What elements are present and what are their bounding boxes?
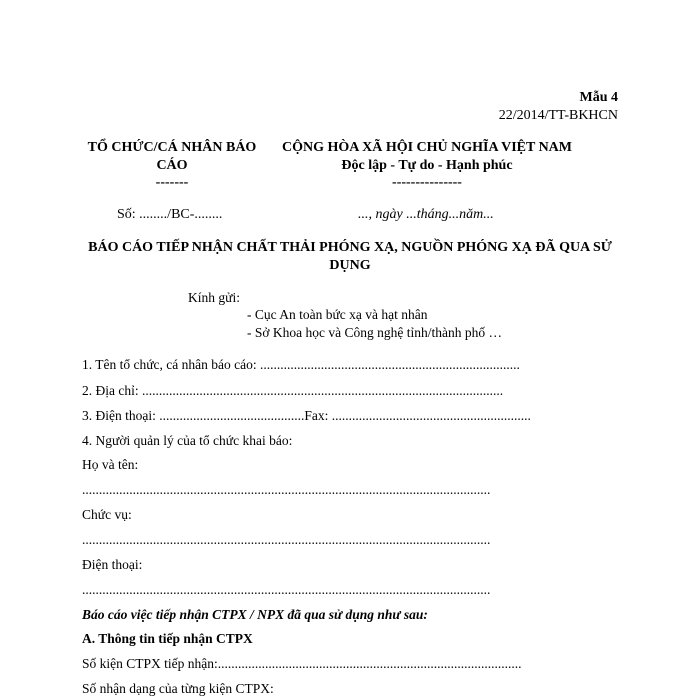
org-name-field: 1. Tên tổ chức, cá nhân báo cáo: .............................................................................	[82, 357, 520, 372]
full-name-dots: .........................................................................................................................	[82, 482, 491, 497]
section-a-heading: A. Thông tin tiếp nhận CTPX	[82, 631, 253, 646]
full-name-label: Họ và tên:	[82, 457, 139, 472]
national-motto: Độc lập - Tự do - Hạnh phúc	[341, 158, 513, 173]
position-dots: .........................................................................................................................	[82, 532, 491, 547]
report-intro: Báo cáo việc tiếp nhận CTPX / NPX đã qua sử dụng như sau:	[82, 607, 428, 622]
circular-reference: 22/2014/TT-BKHCN	[498, 108, 618, 123]
position-label: Chức vụ:	[82, 507, 132, 522]
greeting: Kính gửi:	[188, 290, 240, 305]
form-label: Mẫu 4	[579, 90, 618, 105]
recipient-item: - Cục An toàn bức xạ và hạt nhân	[247, 307, 428, 322]
phone-dots: .........................................................................................................................	[82, 582, 491, 597]
motto-divider: ---------------	[392, 175, 462, 190]
nation-heading: CỘNG HÒA XÃ HỘI CHỦ NGHĨA VIỆT NAM	[281, 140, 572, 155]
document-title-line2: DỤNG	[329, 258, 371, 273]
org-divider: -------	[155, 175, 189, 190]
phone-fax-field: 3. Điện thoại: ...........................................Fax: ...........................................................	[82, 408, 531, 423]
phone-label: Điện thoại:	[82, 557, 143, 572]
address-field: 2. Địa chỉ: ...........................................................................................................	[82, 383, 504, 398]
package-count-field: Số kiện CTPX tiếp nhận:..........................................................................................	[82, 656, 522, 671]
report-date: ..., ngày ...tháng...năm...	[358, 207, 494, 222]
document-title-line1: BÁO CÁO TIẾP NHẬN CHẤT THẢI PHÓNG XẠ, NGUỒN PHÓNG XẠ ĐÃ QUA SỬ	[88, 240, 612, 255]
org-heading-line1: TỔ CHỨC/CÁ NHÂN BÁO	[87, 140, 257, 155]
recipient-item: - Sở Khoa học và Công nghệ tỉnh/thành phố …	[247, 325, 502, 340]
package-ids-field: Số nhận dạng của từng kiện CTPX:	[82, 681, 274, 696]
org-heading-line2: CÁO	[156, 158, 188, 173]
report-number: Số: ......../BC-........	[117, 207, 223, 222]
manager-heading: 4. Người quản lý của tổ chức khai báo:	[82, 433, 293, 448]
